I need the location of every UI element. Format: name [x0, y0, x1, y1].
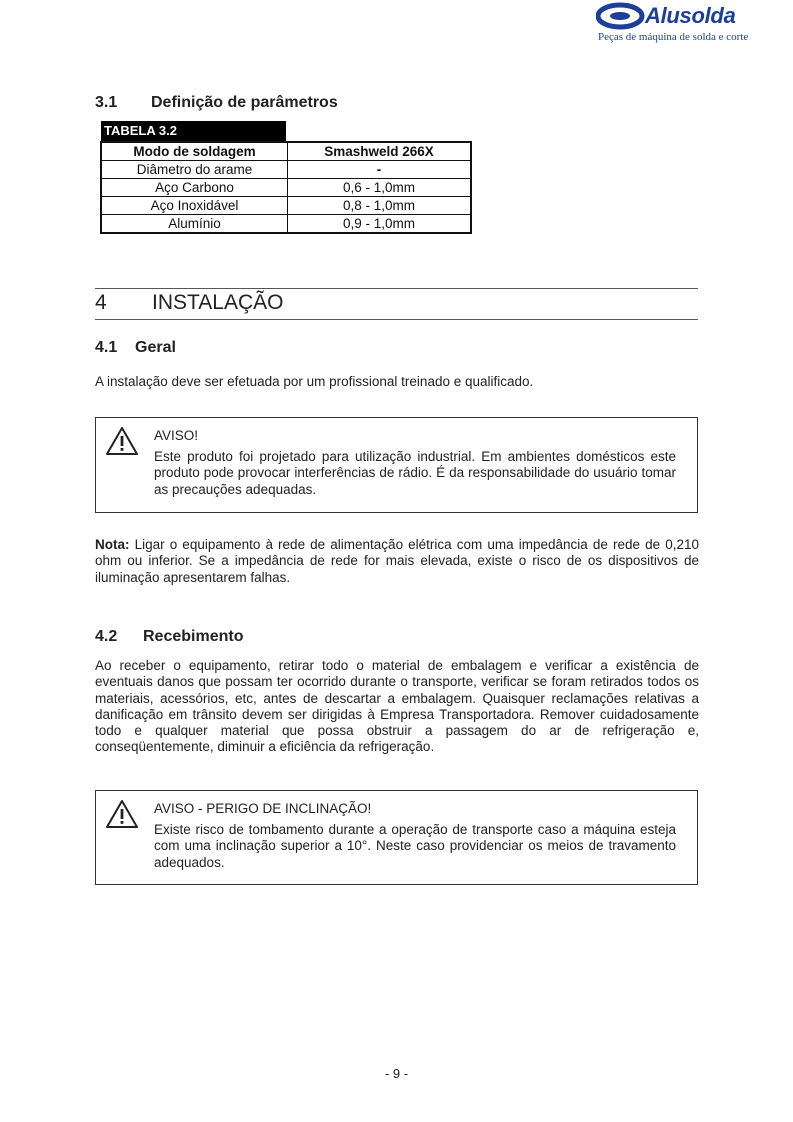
section-number: 4.2 [95, 628, 118, 645]
table-cell: Alumínio [101, 215, 288, 234]
chapter-heading [95, 291, 283, 315]
table-cell: Diâmetro do arame [101, 161, 288, 179]
logo-wordmark: Alusolda [645, 3, 736, 28]
chapter-rule-bottom [95, 319, 698, 320]
table-cell: Aço Carbono [101, 179, 288, 197]
section-number: 3.1 [95, 94, 118, 111]
section-title: Geral [135, 339, 176, 356]
section-title: Definição de parâmetros [151, 94, 338, 111]
note-paragraph [95, 537, 699, 586]
warning-box [95, 417, 698, 513]
section-title: Recebimento [143, 628, 244, 645]
page-number: - 9 - [384, 1066, 409, 1081]
warning-text: Este produto foi projetado para utilização industrial. Em ambientes domésticos este produto pode provocar interferências de rádio. É da responsabilidade do usuário tomar as precauções adequadas. [154, 449, 676, 497]
paragraph-geral: A instalação deve ser efetuada por um profissional treinado e qualificado. [95, 374, 534, 389]
table-cell: 0,8 - 1,0mm [288, 197, 472, 215]
section-heading-3-1 [95, 94, 338, 112]
chapter-rule-top [95, 288, 698, 289]
note-label: Nota: [95, 537, 130, 552]
table-row [101, 197, 471, 215]
chapter-title: INSTALAÇÃO [152, 291, 284, 314]
table-header-cell: Modo de soldagem [101, 142, 288, 161]
warning-title: AVISO! [154, 428, 199, 443]
table-cell: 0,6 - 1,0mm [288, 179, 472, 197]
section-number: 4.1 [95, 339, 118, 356]
warning-title: AVISO - PERIGO DE INCLINAÇÃO! [154, 801, 372, 816]
table-row [101, 179, 471, 197]
table-cell: - [288, 161, 472, 179]
table-header-cell: Smashweld 266X [288, 142, 472, 161]
chapter-number: 4 [95, 291, 107, 314]
section-heading-4-1 [95, 339, 176, 357]
section-heading-4-2 [95, 628, 243, 646]
table-cell: Aço Inoxidável [101, 197, 288, 215]
table-row [101, 161, 471, 179]
table-cell: 0,9 - 1,0mm [288, 215, 472, 234]
paragraph-recebimento: Ao receber o equipamento, retirar todo o material de embalagem e verificar a existência de eventuais danos que possam ter ocorrido durante o transporte, verificar se foram retirados todos os materiais, acessórios, etc, antes de descartar a embalagem. Quaisquer reclamações relativas a danificação em trânsito devem ser dirigidas à Empresa Transportadora. Remover cuidadosamente todo e qualquer material que possa obstruir a passagem do ar de refrigeração e, conseqüentemente, diminuir a eficiência da refrigeração. [95, 658, 699, 755]
table-caption: TABELA 3.2 [101, 121, 286, 141]
warning-box [95, 790, 698, 885]
table-row [101, 215, 471, 234]
warning-triangle-icon [105, 799, 139, 829]
parameters-table [100, 141, 472, 234]
warning-text: Existe risco de tombamento durante a operação de transporte caso a máquina esteja com uma inclinação superior a 10°. Neste caso providenciar os meios de travamento adequados. [154, 822, 676, 870]
warning-triangle-icon [105, 426, 139, 456]
note-text: Ligar o equipamento à rede de alimentação elétrica com uma impedância de rede de 0,210 ohm ou inferior. Se a impedância de rede for mais elevada, existe o risco de os dispositivos de iluminação apresentarem falhas. [95, 537, 699, 585]
logo-tagline: Peças de máquina de solda e corte [598, 31, 749, 43]
table-header-row [101, 142, 471, 161]
